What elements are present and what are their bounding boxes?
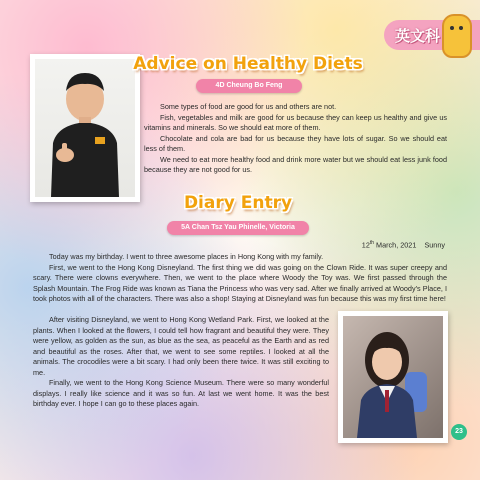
paragraph: Today was my birthday. I went to three awesome places in Hong Kong with my family. [49, 252, 324, 261]
paragraph: First, we went to the Hong Kong Disneyland. The first thing we did was going on the Clown Ride. It was super creepy and scary. There were clowns everywhere. Then, we went to the place where Woody the Toy was. We first passed through the Splash Mountain. The Frog Ride was known as Tiana the Princess who was very sad. After we finally arrived at Woody's Place, I took photos with all of the characters. There was also a shop! Staying at Disneyland was fun because this was my first time here! [33, 262, 447, 303]
mascot-icon [442, 14, 472, 58]
diary-dateline [362, 240, 445, 249]
page-number: 23 [451, 424, 467, 440]
diary-author: 5A Chan Tsz Yau Phinelle, Victoria [167, 221, 309, 235]
paragraph: Finally, we went to the Hong Kong Science Museum. There were so many wonderful displays. I really like science and it was so fun. At last we went home. It was the best birthday ever. I hope I can go to these places again. [33, 378, 329, 408]
paragraph: Some types of food are good for us and others are not. [160, 102, 337, 111]
diary-title: Diary Entry [183, 193, 293, 213]
advice-title: Advice on Healthy Diets [133, 54, 363, 74]
author-photo-boy [30, 54, 140, 202]
paragraph: Fish, vegetables and milk are good for us because they can keep us healthy and give us vitamins and minerals. So we should eat more of them. [144, 112, 447, 132]
paragraph: We need to eat more healthy food and drink more water but we should eat less junk food because they are not good for us. [144, 154, 447, 174]
paragraph: Chocolate and cola are bad for us because they have lots of sugar. So we should eat less of them. [144, 133, 447, 153]
date-day: 12 [361, 240, 370, 250]
date-suffix: th [369, 240, 375, 246]
subject-label: 英文科 [394, 27, 440, 45]
diary-body-top [33, 252, 447, 305]
author-photo-girl [338, 311, 448, 443]
date-month-year: March, 2021 [374, 240, 417, 250]
diary-body-wrap [33, 315, 329, 410]
paragraph: After visiting Disneyland, we went to Hong Kong Wetland Park. First, we looked at the plants. When I looked at the flowers, I could tell how fragrant and beautiful they were. They were yellow, as golden as the sun, as blue as the sea, as peaceful as the Earth and as red and beautiful as the roses. After that, we went to see some reptiles. I looked at all the animals. The crocodiles were a bit scary. I had only been there twice. It was still exciting to me. [33, 315, 329, 377]
advice-body [144, 102, 447, 176]
advice-author: 4D Cheung Bo Feng [196, 79, 302, 93]
weather: Sunny [424, 240, 445, 250]
